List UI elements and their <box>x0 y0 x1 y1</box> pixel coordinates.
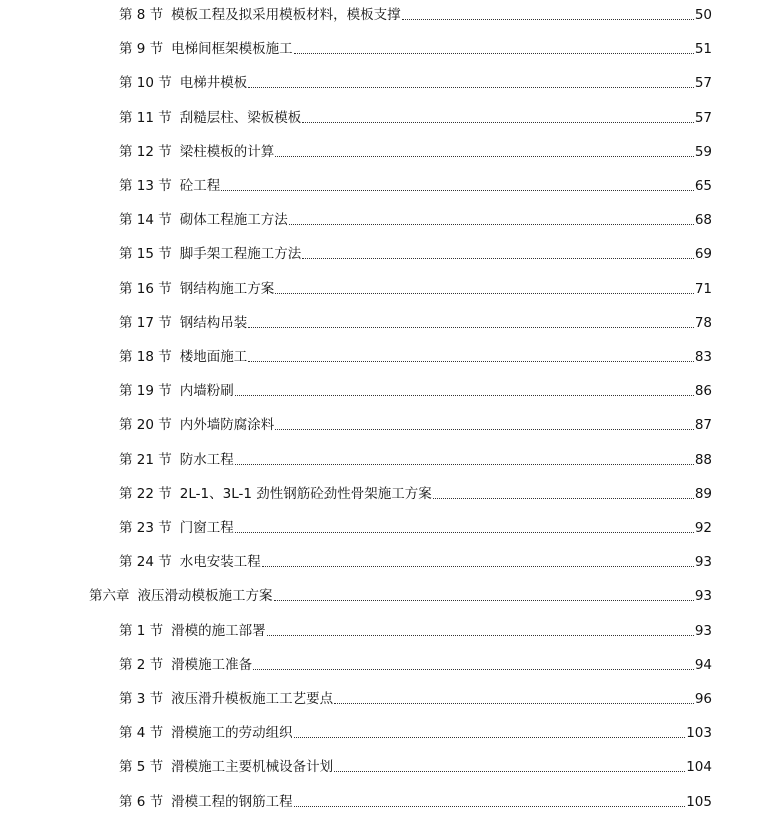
toc-dot-leader <box>248 361 694 362</box>
toc-dot-leader <box>275 156 694 157</box>
toc-entry-heading <box>119 382 234 400</box>
toc-entry-title: 滑模工程的钢筋工程 <box>171 793 293 810</box>
toc-page-number: 93 <box>694 588 712 605</box>
toc-page-number: 78 <box>694 314 712 331</box>
toc-entry-number: 第 17 节 <box>119 314 172 331</box>
toc-entry-heading <box>89 587 273 605</box>
toc-entry-title: 模板工程及拟采用模板材料，模板支撑 <box>171 7 401 23</box>
toc-entry-heading <box>119 622 266 640</box>
toc-entry-title: 滑模施工准备 <box>171 656 253 673</box>
toc-section-entry[interactable] <box>119 447 712 469</box>
toc-entry-title: 水电安装工程 <box>179 554 261 571</box>
toc-page-number: 96 <box>694 691 712 707</box>
toc-entry-heading <box>119 109 301 127</box>
toc-chapter-entry[interactable] <box>89 583 712 605</box>
toc-section-entry[interactable] <box>119 310 712 332</box>
toc-section-entry[interactable] <box>119 139 712 161</box>
toc-page-number: 93 <box>694 622 712 639</box>
toc-section-entry[interactable] <box>119 344 712 366</box>
toc-entry-number: 第 2 节 <box>119 656 164 673</box>
toc-entry-heading <box>119 245 301 263</box>
toc-entry-heading <box>119 416 274 434</box>
toc-entry-title: 钢结构施工方案 <box>179 280 275 297</box>
toc-dot-leader <box>221 190 694 191</box>
toc-entry-number: 第 14 节 <box>119 212 172 229</box>
toc-entry-title: 刮糙层柱、梁板模板 <box>179 109 302 126</box>
toc-page-number: 103 <box>686 725 712 742</box>
toc-dot-leader <box>248 327 694 328</box>
toc-entry-number: 第 8 节 <box>119 7 164 23</box>
toc-entry-number: 第 20 节 <box>119 417 172 434</box>
toc-section-entry[interactable] <box>119 515 712 537</box>
toc-entry-heading <box>119 348 247 366</box>
toc-entry-title: 滑模的施工部署 <box>171 622 266 639</box>
toc-dot-leader <box>289 224 694 225</box>
toc-page-number: 71 <box>694 280 712 297</box>
toc-section-entry[interactable] <box>119 652 712 674</box>
toc-section-entry[interactable] <box>119 2 712 24</box>
toc-section-entry[interactable] <box>119 754 712 776</box>
toc-entry-heading <box>119 280 274 298</box>
toc-entry-number: 第 19 节 <box>119 383 172 400</box>
toc-entry-number: 第 3 节 <box>119 691 164 707</box>
toc-page-number: 83 <box>694 349 712 365</box>
toc-page-number: 92 <box>694 520 712 536</box>
toc-entry-title: 楼地面施工 <box>179 349 248 365</box>
toc-entry-heading <box>119 314 247 332</box>
toc-page-number: 51 <box>694 41 712 58</box>
toc-entry-number: 第 22 节 <box>119 485 172 502</box>
toc-section-entry[interactable] <box>119 241 712 263</box>
toc-entry-number: 第 13 节 <box>119 178 172 194</box>
toc-dot-leader <box>294 737 686 738</box>
toc-entry-heading <box>119 177 220 195</box>
toc-entry-heading <box>119 519 234 537</box>
toc-entry-heading <box>119 793 293 811</box>
toc-page-number: 50 <box>694 7 712 23</box>
toc-dot-leader <box>294 53 694 54</box>
toc-entry-number: 第 16 节 <box>119 280 172 297</box>
toc-section-entry[interactable] <box>119 686 712 708</box>
toc-entry-title: 梁柱模板的计算 <box>179 143 275 160</box>
toc-entry-heading <box>119 40 293 58</box>
toc-entry-heading <box>119 485 432 503</box>
toc-page-number: 94 <box>694 656 712 673</box>
toc-entry-title: 滑模施工主要机械设备计划 <box>171 759 334 776</box>
toc-dot-leader <box>267 635 694 636</box>
toc-dot-leader <box>334 771 685 772</box>
toc-dot-leader <box>235 395 694 396</box>
toc-entry-heading <box>119 451 234 469</box>
toc-section-entry[interactable] <box>119 207 712 229</box>
toc-entry-number: 第 21 节 <box>119 451 172 468</box>
toc-entry-heading <box>119 553 261 571</box>
toc-entry-heading <box>119 211 288 229</box>
toc-entry-heading <box>119 143 274 161</box>
toc-entry-title: 防水工程 <box>179 451 234 468</box>
toc-entry-title: 滑模施工的劳动组织 <box>171 725 293 742</box>
toc-page-number: 57 <box>694 109 712 126</box>
toc-entry-title: 钢结构吊装 <box>179 314 248 331</box>
toc-section-entry[interactable] <box>119 789 712 811</box>
toc-dot-leader <box>433 498 694 499</box>
toc-entry-number: 第 10 节 <box>119 75 172 92</box>
toc-entry-number: 第六章 <box>89 588 130 605</box>
toc-section-entry[interactable] <box>119 549 712 571</box>
toc-dot-leader <box>275 429 694 430</box>
toc-section-entry[interactable] <box>119 105 712 127</box>
toc-section-entry[interactable] <box>119 70 712 92</box>
toc-dot-leader <box>275 293 694 294</box>
toc-page-number: 88 <box>694 451 712 468</box>
toc-entry-number: 第 11 节 <box>119 109 172 126</box>
toc-section-entry[interactable] <box>119 276 712 298</box>
toc-dot-leader <box>253 669 694 670</box>
toc-entry-number: 第 24 节 <box>119 554 172 571</box>
toc-page-number: 93 <box>694 554 712 571</box>
toc-entry-title: 门窗工程 <box>179 520 234 536</box>
toc-entry-number: 第 1 节 <box>119 622 164 639</box>
toc-page-number: 104 <box>686 759 712 776</box>
toc-entry-heading <box>119 6 401 24</box>
toc-section-entry[interactable] <box>119 720 712 742</box>
toc-page-number: 69 <box>694 246 712 263</box>
toc-entry-number: 第 9 节 <box>119 41 164 58</box>
toc-dot-leader <box>302 122 694 123</box>
toc-entry-title: 2L-1、3L-1 劲性钢筋砼劲性骨架施工方案 <box>179 485 432 502</box>
toc-dot-leader <box>302 258 694 259</box>
toc-dot-leader <box>235 532 694 533</box>
toc-dot-leader <box>262 566 694 567</box>
toc-entry-title: 液压滑动模板施工方案 <box>137 588 273 605</box>
toc-entry-heading <box>119 656 252 674</box>
toc-entry-title: 内外墙防腐涂料 <box>179 417 275 434</box>
toc-entry-heading <box>119 690 333 708</box>
toc-dot-leader <box>235 464 694 465</box>
toc-section-entry[interactable] <box>119 173 712 195</box>
toc-entry-number: 第 4 节 <box>119 725 164 742</box>
toc-entry-title: 电梯间框架模板施工 <box>171 41 293 58</box>
toc-entry-title: 电梯井模板 <box>179 75 248 92</box>
toc-page-number: 105 <box>686 793 712 810</box>
toc-section-entry[interactable] <box>119 378 712 400</box>
toc-section-entry[interactable] <box>119 481 712 503</box>
toc-section-entry[interactable] <box>119 36 712 58</box>
toc-page-number: 86 <box>694 383 712 400</box>
toc-page-number: 68 <box>694 212 712 229</box>
toc-page-number: 89 <box>694 485 712 502</box>
toc-entry-heading <box>119 74 247 92</box>
toc-page-number: 59 <box>694 143 712 160</box>
toc-dot-leader <box>294 806 686 807</box>
toc-page-number: 65 <box>694 178 712 194</box>
toc-section-entry[interactable] <box>119 618 712 640</box>
toc-entry-title: 液压滑升模板施工工艺要点 <box>171 691 334 707</box>
toc-entry-title: 内墙粉刷 <box>179 383 234 400</box>
toc-entry-title: 脚手架工程施工方法 <box>179 246 302 263</box>
toc-entry-number: 第 6 节 <box>119 793 164 810</box>
toc-entry-heading <box>119 724 293 742</box>
toc-dot-leader <box>248 87 694 88</box>
toc-entry-number: 第 12 节 <box>119 143 172 160</box>
toc-entry-title: 砌体工程施工方法 <box>179 212 288 229</box>
toc-section-entry[interactable] <box>119 412 712 434</box>
toc-entry-number: 第 23 节 <box>119 520 172 536</box>
toc-dot-leader <box>402 19 694 20</box>
toc-entry-title: 砼工程 <box>179 178 221 194</box>
toc-entry-number: 第 5 节 <box>119 759 164 776</box>
toc-entry-number: 第 15 节 <box>119 246 172 263</box>
toc-page-number: 87 <box>694 417 712 434</box>
toc-entry-number: 第 18 节 <box>119 349 172 365</box>
toc-dot-leader <box>334 703 694 704</box>
toc-entry-heading <box>119 758 333 776</box>
toc-page-number: 57 <box>694 75 712 92</box>
toc-dot-leader <box>274 600 694 601</box>
